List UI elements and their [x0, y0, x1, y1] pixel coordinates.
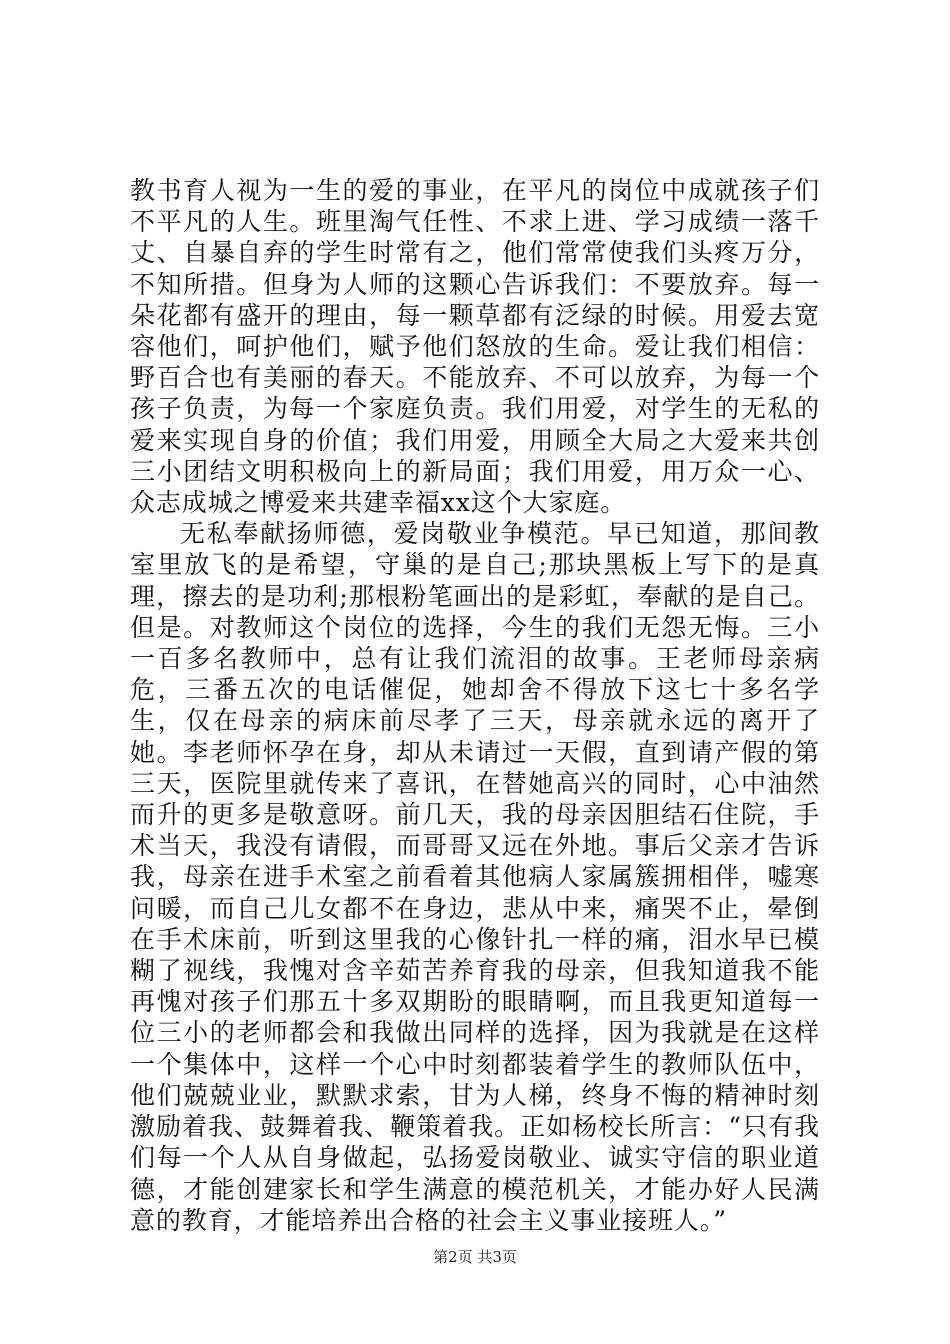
paragraph-1: 教书育人视为一生的爱的事业，在平凡的岗位中成就孩子们不平凡的人生。班里淘气任性、不求上进、学习成绩一落千丈、自暴自弃的学生时常有之，他们常常使我们头疼万分，不知所措。但身为人师的这颗心告诉我们：不要放弃。每一朵花都有盛开的理由，每一颗草都有泛绿的时候。用爱去宽容他们，呵护他们，赋予他们怒放的生命。爱让我们相信：野百合也有美丽的春天。不能放弃、不可以放弃，为每一个孩子负责，为每一个家庭负责。我们用爱，对学生的无私的爱来实现自身的价值；我们用爱，用顾全大局之大爱来共创三小团结文明积极向上的新局面；我们用爱，用万众一心、众志成城之博爱来共建幸福xx这个大家庭。	[130, 176, 820, 518]
document-body	[130, 175, 820, 1236]
paragraph-2: 无私奉献扬师德，爱岗敬业争模范。早已知道，那间教室里放飞的是希望，守巢的是自己;那块黑板上写下的是真理，擦去的是功利;那根粉笔画出的是彩虹，奉献的是自己。但是。对教师这个岗位的选择，今生的我们无怨无悔。三小一百多名教师中，总有让我们流泪的故事。王老师母亲病危，三番五次的电话催促，她却舍不得放下这七十多名学生，仅在母亲的病床前尽孝了三天，母亲就永远的离开了她。李老师怀孕在身，却从未请过一天假，直到请产假的第三天，医院里就传来了喜讯，在替她高兴的同时，心中油然而升的更多是敬意呀。前几天，我的母亲因胆结石住院，手术当天，我没有请假，而哥哥又远在外地。事后父亲才告诉我，母亲在进手术室之前看着其他病人家属簇拥相伴，嘘寒问暖，而自己儿女都不在身边，悲从中来，痛哭不止，晕倒在手术床前，听到这里我的心像针扎一样的痛，泪水早已模糊了视线，我愧对含辛茹苦养育我的母亲，但我知道我不能再愧对孩子们那五十多双期盼的眼睛啊，而且我更知道每一位三小的老师都会和我做出同样的选择，因为我就是在这样一个集体中，这样一个心中时刻都装着学生的教师队伍中，他们兢兢业业，默默求索，甘为人梯，终身不悔的精神时刻激励着我、鼓舞着我、鞭策着我。正如杨校长所言：“只有我们每一个人从自身做起，弘扬爱岗敬业、诚实守信的职业道德，才能创建家长和学生满意的模范机关，才能办好人民满意的教育，才能培养出合格的社会主义事业接班人。”	[130, 519, 820, 1235]
page-footer: 第2页 共3页	[433, 1248, 517, 1266]
